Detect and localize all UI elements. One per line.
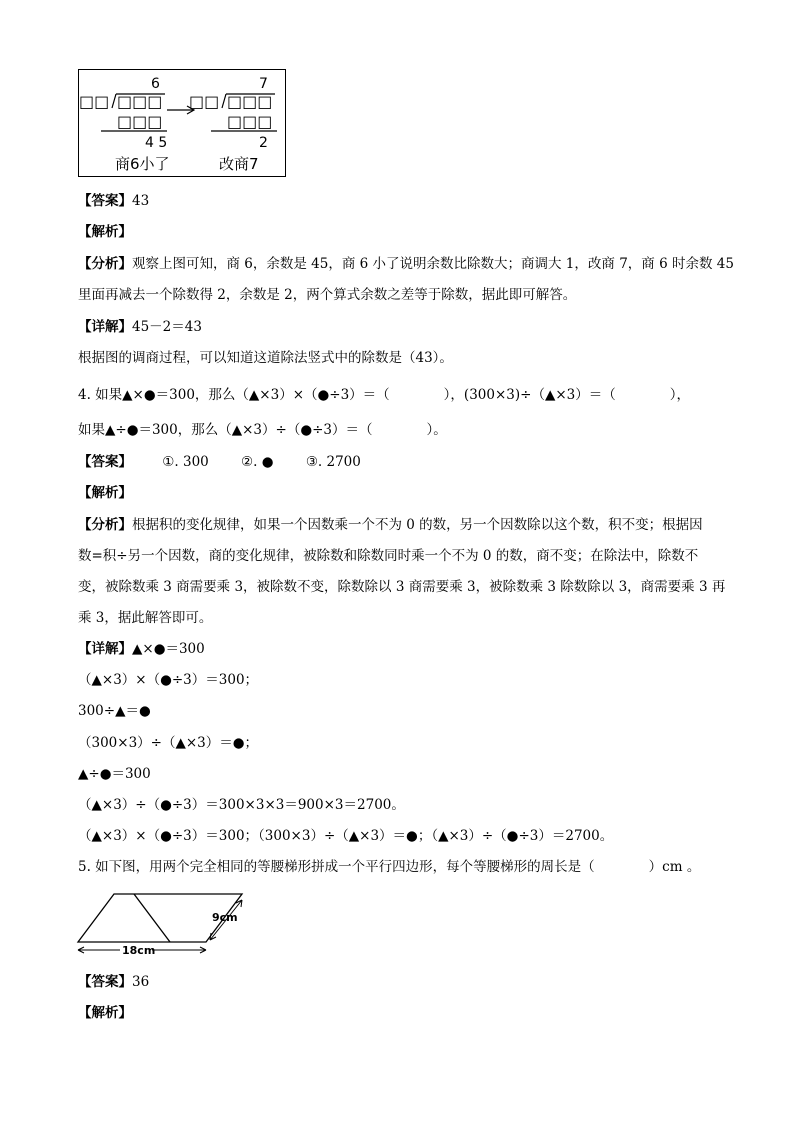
- detail-text: 45－2＝43: [132, 319, 202, 335]
- q3-conclusion: 根据图的调商过程，可以知道这道除法竖式中的除数是（43）。: [78, 350, 453, 366]
- answer-value: 43: [132, 193, 150, 209]
- fenxi-text: 观察上图可知，商 6，余数是 45，商 6 小了说明余数比除数大；商调大 1，改商 7，商 6 时余数 45: [132, 256, 734, 272]
- parallelogram-figure: [76, 888, 251, 967]
- left-bracket: [112, 94, 116, 108]
- right-product-boxes: □□□: [227, 112, 273, 131]
- answer-2: ②. ●: [241, 454, 274, 470]
- answer-tag: 【答案】: [78, 974, 132, 990]
- fenxi-text: 根据积的变化规律，如果一个因数乘一个不为 0 的数，另一个因数除以这个数，积不变；根据因: [132, 517, 703, 533]
- q4-detail-line1: （▲×3）×（●÷3）＝300；: [78, 672, 259, 688]
- q4-fenxi-line4: 乘 3，据此解答即可。: [78, 610, 213, 626]
- right-quotient: 7: [259, 76, 268, 92]
- right-dividend-boxes: □□□: [227, 92, 273, 111]
- right-remainder: 2: [259, 135, 268, 151]
- dividing-line: [134, 894, 170, 942]
- detail-text: ▲×●＝300: [132, 641, 205, 657]
- q4-fenxi-line3: 变，被除数乘 3 商需要乘 3，被除数不变，除数除以 3 商需要乘 3，被除数乘 3 除数除以 3，商需要乘 3 再: [78, 579, 726, 595]
- detail-tag: 【详解】: [78, 641, 132, 657]
- left-quotient: 6: [151, 76, 160, 92]
- q4-detail-line2: 300÷▲＝●: [78, 703, 151, 719]
- answer-value: 36: [132, 974, 150, 990]
- q4-detail-line5: （▲×3）÷（●÷3）＝300×3×3＝900×3＝2700。: [78, 797, 405, 813]
- base-label: 18cm: [122, 944, 156, 957]
- q3-detail: [78, 318, 202, 336]
- q4-fenxi-line2: 数=积÷另一个因数，商的变化规律，被除数和除数同时乘一个不为 0 的数，商不变；在除法中，除数不: [78, 548, 699, 564]
- q4-detail-line3: （300×3）÷（▲×3）＝●；: [78, 735, 259, 751]
- q4-detail-line4: ▲÷●＝300: [78, 766, 151, 782]
- answer-3: ③. 2700: [305, 454, 361, 470]
- q5-stem: 5. 如下图，用两个完全相同的等腰梯形拼成一个平行四边形，每个等腰梯形的周长是（ ）cm 。: [78, 859, 701, 875]
- left-product-boxes: □□□: [117, 112, 163, 131]
- left-dividend-boxes: □□□: [117, 92, 163, 111]
- answer-1: ①. 300: [162, 454, 209, 470]
- q5-analysis-title: 【解析】: [78, 1005, 132, 1021]
- left-remainder: 4 5: [145, 135, 168, 151]
- q5-answer: [78, 973, 149, 991]
- side-label: 9cm: [212, 911, 238, 924]
- right-caption: 改商7: [219, 155, 259, 173]
- left-divisor-boxes: □□: [79, 92, 110, 111]
- q4-stem-line2: 如果▲÷●＝300，那么（▲×3）÷（●÷3）＝（ ）。: [78, 422, 447, 438]
- q4-fenxi-line1: [78, 516, 703, 534]
- fenxi-tag: 【分析】: [78, 517, 132, 533]
- division-adjustment-figure: [78, 69, 286, 177]
- fenxi-tag: 【分析】: [78, 256, 132, 272]
- q4-detail-line0: [78, 640, 205, 658]
- answer-tag: 【答案】: [78, 193, 132, 209]
- q3-analysis-title: 【解析】: [78, 224, 132, 240]
- left-caption: 商6小了: [115, 155, 170, 173]
- right-divisor-boxes: □□: [189, 92, 220, 111]
- right-bracket: [222, 94, 226, 108]
- q3-fenxi-line2: 里面再减去一个除数得 2，余数是 2，两个算式余数之差等于除数，据此即可解答。: [78, 287, 577, 303]
- q3-answer: [78, 192, 149, 210]
- q4-answer: [78, 453, 361, 471]
- q4-stem-line1: 4. 如果▲×●＝300，那么（▲×3）×（●÷3）＝（ ），(300×3)÷（▲×3）＝（ ），: [78, 387, 690, 403]
- answer-tag: 【答案】: [78, 454, 132, 470]
- trapezoid-diagram: [76, 888, 251, 963]
- detail-tag: 【详解】: [78, 319, 132, 335]
- q4-analysis-title: 【解析】: [78, 485, 132, 501]
- division-diagram: [79, 70, 287, 178]
- q4-detail-line6: （▲×3）×（●÷3）＝300；（300×3）÷（▲×3）＝●；（▲×3）÷（●÷3）＝2700。: [78, 828, 614, 844]
- q3-fenxi-line1: [78, 255, 734, 273]
